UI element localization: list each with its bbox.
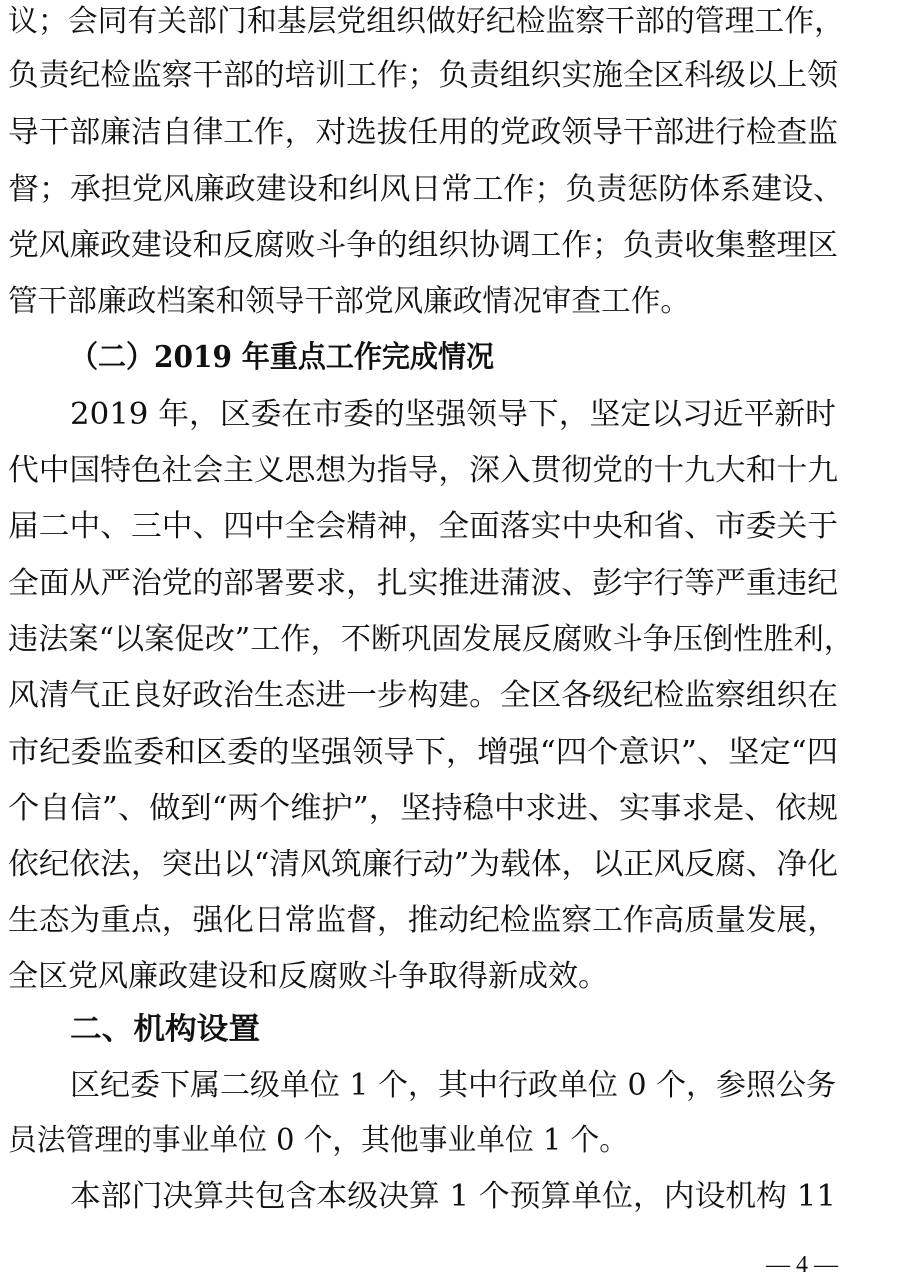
paragraph-line: [0, 1167, 900, 1227]
text-line: 管干部廉政档案和领导干部党风廉政情况审查工作。: [8, 284, 690, 319]
paragraph-line: [0, 103, 900, 163]
text-line: 2019 年，区委在市委的坚强领导下，坚定以习近平新时: [70, 397, 836, 432]
paragraph-line: [0, 441, 900, 501]
section-heading-text: 二、机构设置: [70, 1012, 260, 1047]
subheading-text: （二）2019 年重点工作完成情况: [70, 340, 494, 375]
page-number: — 4 —: [766, 1252, 838, 1278]
text-line: 全面从严治党的部署要求，扎实推进蒲波、彭宇行等严重违纪: [8, 566, 838, 601]
text-line: 区纪委下属二级单位 1 个，其中行政单位 0 个，参照公务: [70, 1068, 836, 1103]
paragraph-line: [0, 160, 900, 220]
paragraph-line: [0, 272, 900, 332]
text-line: 议；会同有关部门和基层党组织做好纪检监察干部的管理工作，: [8, 4, 844, 39]
paragraph-line: [0, 610, 900, 670]
paragraph-line: [0, 835, 900, 895]
paragraph-line: [0, 1111, 900, 1171]
text-line: 导干部廉洁自律工作，对选拔任用的党政领导干部进行检查监: [8, 115, 838, 150]
text-line: 党风廉政建设和反腐败斗争的组织协调工作；负责收集整理区: [8, 228, 838, 263]
text-line: 风清气正良好政治生态进一步构建。全区各级纪检监察组织在: [8, 678, 838, 713]
paragraph-line: [0, 779, 900, 839]
section-heading: [0, 1000, 900, 1060]
text-line: 员法管理的事业单位 0 个，其他事业单位 1 个。: [8, 1123, 628, 1158]
paragraph-line: [0, 947, 900, 1007]
paragraph-line: [0, 0, 900, 52]
text-line: 依纪依法，突出以“清风筑廉行动”为载体，以正风反腐、净化: [8, 847, 839, 882]
text-line: 个自信”、做到“两个维护”，坚持稳中求进、实事求是、依规: [8, 791, 838, 826]
text-line: 代中国特色社会主义思想为指导，深入贯彻党的十九大和十九: [8, 453, 838, 488]
text-line: 本部门决算共包含本级决算 1 个预算单位，内设机构 11: [70, 1179, 836, 1214]
paragraph-line: [0, 554, 900, 614]
text-line: 督；承担党风廉政建设和纠风日常工作；负责惩防体系建设、: [8, 172, 844, 207]
text-line: 全区党风廉政建设和反腐败斗争取得新成效。: [8, 959, 608, 994]
paragraph-line: [0, 1056, 900, 1116]
text-line: 生态为重点，强化日常监督，推动纪检监察工作高质量发展，: [8, 903, 838, 938]
paragraph-line: [0, 497, 900, 557]
text-line: 市纪委监委和区委的坚强领导下，增强“四个意识”、坚定“四: [8, 735, 838, 770]
paragraph-line: [0, 891, 900, 951]
paragraph-line: [0, 723, 900, 783]
paragraph-line: [0, 385, 900, 445]
paragraph-line: [0, 666, 900, 726]
text-line: 届二中、三中、四中全会精神，全面落实中央和省、市委关于: [8, 509, 838, 544]
paragraph-line: [0, 216, 900, 276]
paragraph-line: [0, 46, 900, 106]
text-line: 违法案“以案促改”工作，不断巩固发展反腐败斗争压倒性胜利，: [8, 622, 855, 657]
text-line: 负责纪检监察干部的培训工作；负责组织实施全区科级以上领: [8, 58, 838, 93]
subheading: [0, 328, 900, 388]
